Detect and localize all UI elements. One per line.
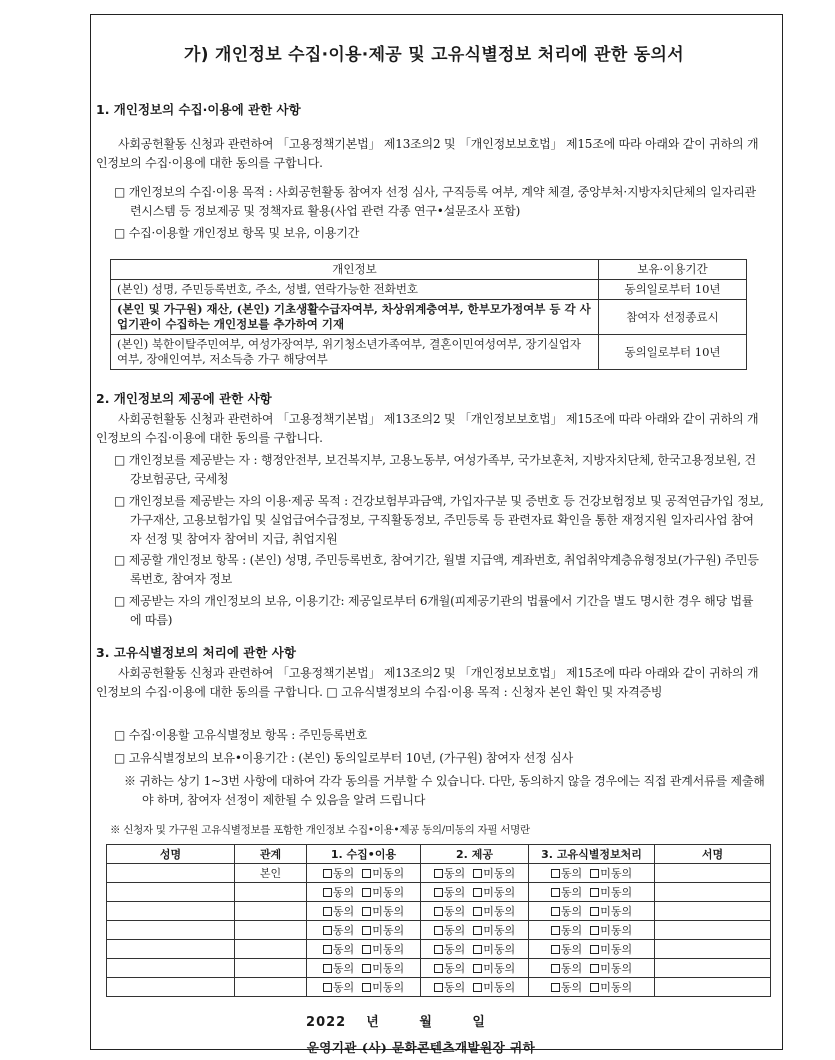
signature-row bbox=[107, 978, 771, 997]
agree-label: 동의 bbox=[560, 943, 583, 956]
provide-disagree-option[interactable] bbox=[473, 867, 515, 880]
signature-row bbox=[107, 902, 771, 921]
collect-use-disagree-checkbox[interactable] bbox=[362, 888, 371, 897]
collect-use-choice-cell bbox=[307, 883, 421, 902]
collect-use-agree-checkbox[interactable] bbox=[323, 926, 332, 935]
date-day-unit: 일 bbox=[472, 1015, 486, 1030]
provide-disagree-checkbox[interactable] bbox=[473, 907, 482, 916]
unique-id-choice-cell bbox=[529, 921, 655, 940]
unique-id-agree-checkbox[interactable] bbox=[551, 907, 560, 916]
unique-id-choice-cell bbox=[529, 902, 655, 921]
unique-id-agree-checkbox[interactable] bbox=[551, 964, 560, 973]
provide-choice-cell bbox=[421, 864, 529, 883]
agree-label: 동의 bbox=[332, 924, 355, 937]
signature-cell[interactable] bbox=[655, 864, 771, 883]
disagree-label: 미동의 bbox=[600, 924, 633, 937]
agree-label: 동의 bbox=[560, 962, 583, 975]
provide-agree-option[interactable] bbox=[434, 924, 465, 937]
unique-id-agree-option[interactable] bbox=[551, 886, 582, 899]
unique-id-disagree-option[interactable] bbox=[590, 981, 632, 994]
agree-label: 동의 bbox=[332, 981, 355, 994]
unique-id-choice-cell bbox=[529, 864, 655, 883]
header-signature: 서명 bbox=[655, 845, 771, 864]
collect-use-disagree-option[interactable] bbox=[362, 867, 404, 880]
agree-label: 동의 bbox=[332, 905, 355, 918]
provide-agree-option[interactable] bbox=[434, 905, 465, 918]
agree-label: 동의 bbox=[443, 905, 466, 918]
provide-disagree-option[interactable] bbox=[473, 962, 515, 975]
disagree-label: 미동의 bbox=[600, 867, 633, 880]
provide-agree-option[interactable] bbox=[434, 981, 465, 994]
section1-title: 1. 개인정보의 수집·이용에 관한 사항 bbox=[96, 102, 301, 117]
disagree-label: 미동의 bbox=[372, 905, 405, 918]
provide-agree-option[interactable] bbox=[434, 867, 465, 880]
disagree-label: 미동의 bbox=[483, 905, 516, 918]
document-title: 가) 개인정보 수집·이용·제공 및 고유식별정보 처리에 관한 동의서 bbox=[184, 45, 684, 65]
name-cell[interactable] bbox=[107, 978, 235, 997]
unique-id-agree-option[interactable] bbox=[551, 962, 582, 975]
name-cell[interactable] bbox=[107, 959, 235, 978]
provide-disagree-option[interactable] bbox=[473, 886, 515, 899]
collect-use-disagree-option[interactable] bbox=[362, 905, 404, 918]
date-year: 2022 bbox=[306, 1015, 347, 1030]
disagree-label: 미동의 bbox=[600, 886, 633, 899]
agree-label: 동의 bbox=[332, 962, 355, 975]
header-name: 성명 bbox=[107, 845, 235, 864]
unique-id-disagree-checkbox[interactable] bbox=[590, 869, 599, 878]
provide-disagree-checkbox[interactable] bbox=[473, 983, 482, 992]
collect-use-agree-option[interactable] bbox=[323, 905, 354, 918]
agree-label: 동의 bbox=[332, 867, 355, 880]
collect-use-choice-cell bbox=[307, 959, 421, 978]
unique-id-disagree-checkbox[interactable] bbox=[590, 945, 599, 954]
disagree-label: 미동의 bbox=[600, 905, 633, 918]
provide-choice-cell bbox=[421, 978, 529, 997]
signature-cell[interactable] bbox=[655, 959, 771, 978]
signature-row bbox=[107, 959, 771, 978]
agree-label: 동의 bbox=[443, 924, 466, 937]
collect-use-choice-cell bbox=[307, 864, 421, 883]
agree-label: 동의 bbox=[443, 981, 466, 994]
section1-purpose: □ 개인정보의 수집·이용 목적 : 사회공헌활동 참여자 선정 심사, 구직등록 여부, 계약 체결, 중앙부처·지방자치단체의 일자리관련시스템 등 정보제공 및 정책자료 활용(사업 관련 각종 연구•설문조사 포함) bbox=[114, 185, 756, 218]
disagree-label: 미동의 bbox=[600, 981, 633, 994]
unique-id-choice-cell bbox=[529, 940, 655, 959]
agree-label: 동의 bbox=[560, 886, 583, 899]
section3-retention: □ 고유식별정보의 보유•이용기간 : (본인) 동의일로부터 10년, (가구원) 참여자 선정 심사 bbox=[114, 751, 573, 765]
collect-use-agree-option[interactable] bbox=[323, 886, 354, 899]
agree-label: 동의 bbox=[332, 886, 355, 899]
provide-agree-checkbox[interactable] bbox=[434, 869, 443, 878]
section2-recipients: □ 개인정보를 제공받는 자 : 행정안전부, 보건복지부, 고용노동부, 여성가족부, 국가보훈처, 지방자치단체, 한국고용정보원, 건강보험공단, 국세청 bbox=[114, 453, 756, 486]
name-cell[interactable] bbox=[107, 940, 235, 959]
collect-use-agree-option[interactable] bbox=[323, 943, 354, 956]
collect-use-disagree-checkbox[interactable] bbox=[362, 926, 371, 935]
signature-row bbox=[107, 883, 771, 902]
signature-table bbox=[106, 844, 771, 997]
disagree-label: 미동의 bbox=[483, 981, 516, 994]
date-line bbox=[96, 1011, 696, 1030]
provide-disagree-option[interactable] bbox=[473, 905, 515, 918]
collect-use-disagree-checkbox[interactable] bbox=[362, 869, 371, 878]
disagree-label: 미동의 bbox=[483, 924, 516, 937]
unique-id-disagree-option[interactable] bbox=[590, 924, 632, 937]
collect-use-choice-cell bbox=[307, 978, 421, 997]
unique-id-agree-option[interactable] bbox=[551, 981, 582, 994]
provide-agree-checkbox[interactable] bbox=[434, 945, 443, 954]
name-cell[interactable] bbox=[107, 902, 235, 921]
agree-label: 동의 bbox=[443, 886, 466, 899]
provide-disagree-checkbox[interactable] bbox=[473, 869, 482, 878]
provide-disagree-checkbox[interactable] bbox=[473, 926, 482, 935]
signature-row bbox=[107, 940, 771, 959]
section1-intro: 사회공헌활동 신청과 관련하여 「고용정책기본법」 제13조의2 및 「개인정보보호법」 제15조에 따라 아래와 같이 귀하의 개인정보의 수집·이용에 대한 동의를 구합니다. bbox=[96, 137, 759, 170]
provide-agree-option[interactable] bbox=[434, 943, 465, 956]
info-cell: (본인) 북한이탈주민여부, 여성가장여부, 위기청소년가족여부, 결혼이민여성여부, 장기실업자여부, 장애인여부, 저소득층 가구 해당여부 bbox=[111, 335, 599, 370]
collect-use-agree-checkbox[interactable] bbox=[323, 983, 332, 992]
signature-cell[interactable] bbox=[655, 940, 771, 959]
table-row bbox=[111, 300, 747, 335]
unique-id-disagree-option[interactable] bbox=[590, 943, 632, 956]
signature-row bbox=[107, 921, 771, 940]
provide-agree-checkbox[interactable] bbox=[434, 907, 443, 916]
collect-use-disagree-checkbox[interactable] bbox=[362, 907, 371, 916]
refusal-notice: ※ 귀하는 상기 1~3번 사항에 대하여 각각 동의를 거부할 수 있습니다. 다만, 동의하지 않을 경우에는 직접 관계서류를 제출해야 하며, 참여자 선정이 제한될 수 있음을 알려 드립니다 bbox=[124, 774, 765, 807]
header-personal-info: 개인정보 bbox=[111, 260, 599, 280]
disagree-label: 미동의 bbox=[483, 886, 516, 899]
agree-label: 동의 bbox=[443, 867, 466, 880]
period-cell: 동의일로부터 10년 bbox=[599, 280, 747, 300]
disagree-label: 미동의 bbox=[372, 981, 405, 994]
disagree-label: 미동의 bbox=[600, 962, 633, 975]
provide-choice-cell bbox=[421, 940, 529, 959]
provide-choice-cell bbox=[421, 959, 529, 978]
provide-agree-option[interactable] bbox=[434, 962, 465, 975]
collect-use-agree-checkbox[interactable] bbox=[323, 869, 332, 878]
agree-label: 동의 bbox=[560, 924, 583, 937]
section3-title: 3. 고유식별정보의 처리에 관한 사항 bbox=[96, 645, 296, 660]
provide-disagree-option[interactable] bbox=[473, 924, 515, 937]
name-cell[interactable] bbox=[107, 883, 235, 902]
agree-label: 동의 bbox=[332, 943, 355, 956]
collect-use-disagree-checkbox[interactable] bbox=[362, 945, 371, 954]
period-cell: 동의일로부터 10년 bbox=[599, 335, 747, 370]
provide-disagree-checkbox[interactable] bbox=[473, 888, 482, 897]
collect-use-disagree-option[interactable] bbox=[362, 924, 404, 937]
collect-use-disagree-option[interactable] bbox=[362, 981, 404, 994]
provide-agree-checkbox[interactable] bbox=[434, 926, 443, 935]
agree-label: 동의 bbox=[443, 943, 466, 956]
section2-retention: □ 제공받는 자의 개인정보의 보유, 이용기간: 제공일로부터 6개월(피제공기관의 법률에서 기간을 별도 명시한 경우 해당 법률에 따름) bbox=[114, 594, 754, 627]
disagree-label: 미동의 bbox=[372, 943, 405, 956]
unique-id-disagree-checkbox[interactable] bbox=[590, 907, 599, 916]
agree-label: 동의 bbox=[560, 981, 583, 994]
collect-use-agree-checkbox[interactable] bbox=[323, 907, 332, 916]
info-cell: (본인 및 가구원) 재산, (본인) 기초생활수급자여부, 차상위계층여부, 한부모가정여부 등 각 사업기관이 수집하는 개인정보를 추가하여 기재 bbox=[111, 300, 599, 335]
agree-label: 동의 bbox=[560, 905, 583, 918]
provide-choice-cell bbox=[421, 883, 529, 902]
date-year-unit: 년 bbox=[366, 1015, 380, 1030]
provide-agree-checkbox[interactable] bbox=[434, 888, 443, 897]
header-unique-id: 3. 고유식별정보처리 bbox=[529, 845, 655, 864]
provide-disagree-option[interactable] bbox=[473, 981, 515, 994]
unique-id-choice-cell bbox=[529, 959, 655, 978]
unique-id-agree-checkbox[interactable] bbox=[551, 983, 560, 992]
collect-use-agree-option[interactable] bbox=[323, 867, 354, 880]
agree-label: 동의 bbox=[560, 867, 583, 880]
relation-cell[interactable] bbox=[235, 978, 307, 997]
name-cell[interactable] bbox=[107, 864, 235, 883]
relation-cell[interactable]: 본인 bbox=[235, 864, 307, 883]
provide-choice-cell bbox=[421, 921, 529, 940]
signature-cell[interactable] bbox=[655, 978, 771, 997]
info-cell: (본인) 성명, 주민등록번호, 주소, 성별, 연락가능한 전화번호 bbox=[111, 280, 599, 300]
period-cell: 참여자 선정종료시 bbox=[599, 300, 747, 335]
collect-use-choice-cell bbox=[307, 902, 421, 921]
collect-use-agree-checkbox[interactable] bbox=[323, 964, 332, 973]
disagree-label: 미동의 bbox=[372, 924, 405, 937]
provide-agree-checkbox[interactable] bbox=[434, 983, 443, 992]
name-cell[interactable] bbox=[107, 921, 235, 940]
collect-use-disagree-checkbox[interactable] bbox=[362, 964, 371, 973]
signature-cell[interactable] bbox=[655, 883, 771, 902]
unique-id-disagree-option[interactable] bbox=[590, 905, 632, 918]
header-provide: 2. 제공 bbox=[421, 845, 529, 864]
disagree-label: 미동의 bbox=[372, 962, 405, 975]
recipient-line: 운영기관 (사) 문화콘텐츠개발원장 귀하 bbox=[306, 1040, 536, 1055]
unique-id-choice-cell bbox=[529, 883, 655, 902]
section3-intro: 사회공헌활동 신청과 관련하여 「고용정책기본법」 제13조의2 및 「개인정보보호법」 제15조에 따라 아래와 같이 귀하의 개인정보의 수집·이용에 대한 동의를 구합니다. □ 고유식별정보의 수집·이용 목적 : 신청자 본인 확인 및 자격증빙 bbox=[96, 666, 759, 699]
provide-disagree-checkbox[interactable] bbox=[473, 964, 482, 973]
unique-id-agree-option[interactable] bbox=[551, 867, 582, 880]
collect-use-disagree-option[interactable] bbox=[362, 943, 404, 956]
unique-id-agree-checkbox[interactable] bbox=[551, 926, 560, 935]
unique-id-choice-cell bbox=[529, 978, 655, 997]
provide-disagree-checkbox[interactable] bbox=[473, 945, 482, 954]
section2-provided-items: □ 제공할 개인정보 항목 : (본인) 성명, 주민등록번호, 참여기간, 월별 지급액, 계좌번호, 취업취약계층유형정보(가구원) 주민등록번호, 참여자 정보 bbox=[114, 553, 759, 586]
collect-use-disagree-option[interactable] bbox=[362, 886, 404, 899]
disagree-label: 미동의 bbox=[483, 867, 516, 880]
collect-use-disagree-option[interactable] bbox=[362, 962, 404, 975]
disagree-label: 미동의 bbox=[600, 943, 633, 956]
relation-cell[interactable] bbox=[235, 921, 307, 940]
disagree-label: 미동의 bbox=[483, 943, 516, 956]
unique-id-agree-checkbox[interactable] bbox=[551, 869, 560, 878]
signature-note: ※ 신청자 및 가구원 고유식별정보를 포함한 개인정보 수집•이용•제공 동의/미동의 자필 서명란 bbox=[110, 824, 530, 836]
unique-id-disagree-checkbox[interactable] bbox=[590, 983, 599, 992]
unique-id-agree-option[interactable] bbox=[551, 905, 582, 918]
unique-id-agree-checkbox[interactable] bbox=[551, 888, 560, 897]
table-row bbox=[111, 335, 747, 370]
signature-cell[interactable] bbox=[655, 921, 771, 940]
date-month-unit: 월 bbox=[419, 1015, 433, 1030]
unique-id-disagree-checkbox[interactable] bbox=[590, 888, 599, 897]
unique-id-agree-checkbox[interactable] bbox=[551, 945, 560, 954]
section2-usage-purpose: □ 개인정보를 제공받는 자의 이용·제공 목적 : 건강보험부과금액, 가입자구분 및 증번호 등 건강보험정보 및 공적연금가입 정보, 가구재산, 고용보험가입 및 실업급여수급정보, 구직활동정보, 주민등록 등 관련자료 확인을 통한 재정지원 일자리사업 참여자 선정 및 참여자 참여비 지급, 취업지원 bbox=[114, 494, 764, 546]
collect-use-disagree-checkbox[interactable] bbox=[362, 983, 371, 992]
provide-agree-checkbox[interactable] bbox=[434, 964, 443, 973]
collect-use-agree-option[interactable] bbox=[323, 924, 354, 937]
section2-intro: 사회공헌활동 신청과 관련하여 「고용정책기본법」 제13조의2 및 「개인정보보호법」 제15조에 따라 아래와 같이 귀하의 개인정보의 수집·이용에 대한 동의를 구합니다. bbox=[96, 412, 759, 445]
unique-id-disagree-option[interactable] bbox=[590, 962, 632, 975]
provide-choice-cell bbox=[421, 902, 529, 921]
agree-label: 동의 bbox=[443, 962, 466, 975]
signature-row bbox=[107, 864, 771, 883]
unique-id-disagree-checkbox[interactable] bbox=[590, 926, 599, 935]
personal-info-table bbox=[110, 259, 747, 370]
collect-use-agree-checkbox[interactable] bbox=[323, 945, 332, 954]
unique-id-agree-option[interactable] bbox=[551, 943, 582, 956]
unique-id-disagree-option[interactable] bbox=[590, 867, 632, 880]
collect-use-choice-cell bbox=[307, 921, 421, 940]
relation-cell[interactable] bbox=[235, 959, 307, 978]
collect-use-agree-option[interactable] bbox=[323, 962, 354, 975]
header-relation: 관계 bbox=[235, 845, 307, 864]
provide-disagree-option[interactable] bbox=[473, 943, 515, 956]
relation-cell[interactable] bbox=[235, 940, 307, 959]
disagree-label: 미동의 bbox=[372, 886, 405, 899]
section1-items-heading: □ 수집·이용할 개인정보 항목 및 보유, 이용기간 bbox=[114, 226, 360, 240]
collect-use-choice-cell bbox=[307, 940, 421, 959]
disagree-label: 미동의 bbox=[483, 962, 516, 975]
section3-items: □ 수집·이용할 고유식별정보 항목 : 주민등록번호 bbox=[114, 728, 368, 742]
relation-cell[interactable] bbox=[235, 883, 307, 902]
signature-cell[interactable] bbox=[655, 902, 771, 921]
unique-id-disagree-option[interactable] bbox=[590, 886, 632, 899]
collect-use-agree-option[interactable] bbox=[323, 981, 354, 994]
header-retention-period: 보유·이용기간 bbox=[599, 260, 747, 280]
header-collect-use: 1. 수집•이용 bbox=[307, 845, 421, 864]
collect-use-agree-checkbox[interactable] bbox=[323, 888, 332, 897]
unique-id-agree-option[interactable] bbox=[551, 924, 582, 937]
disagree-label: 미동의 bbox=[372, 867, 405, 880]
relation-cell[interactable] bbox=[235, 902, 307, 921]
provide-agree-option[interactable] bbox=[434, 886, 465, 899]
section2-title: 2. 개인정보의 제공에 관한 사항 bbox=[96, 391, 272, 406]
unique-id-disagree-checkbox[interactable] bbox=[590, 964, 599, 973]
table-row bbox=[111, 280, 747, 300]
